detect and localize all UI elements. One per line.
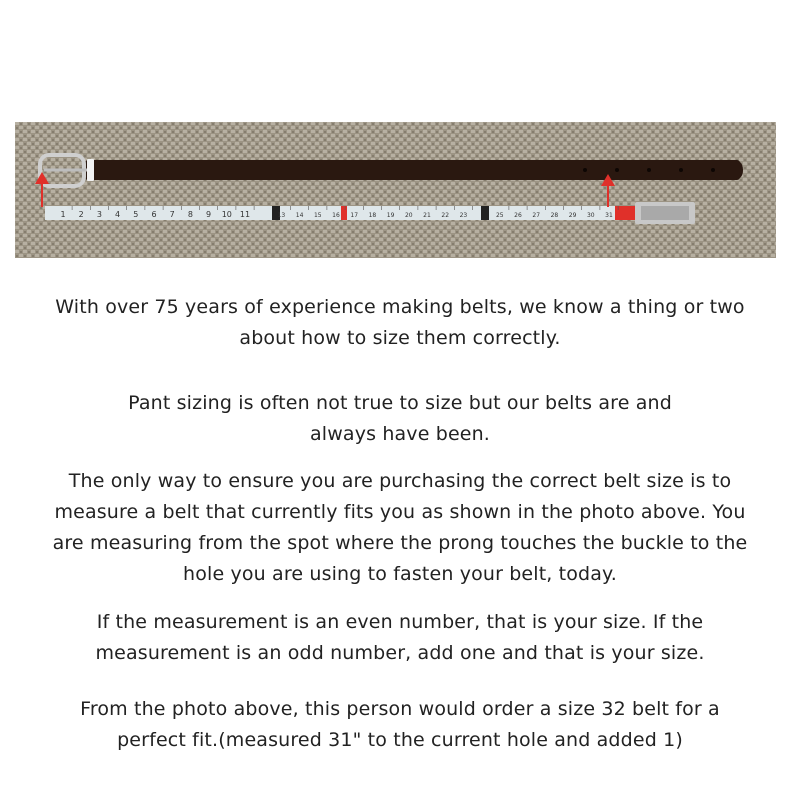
ruler-number: 19 <box>386 212 395 219</box>
ruler-number: 16 <box>332 212 340 219</box>
how-to-measure-paragraph <box>20 466 780 590</box>
ruler-number: 14 <box>295 212 304 219</box>
carpet-background <box>15 122 776 258</box>
pant-sizing-paragraph <box>20 388 780 450</box>
text-line: are measuring from the spot where the prong touches the buckle to the <box>52 532 748 554</box>
ruler-number: 20 <box>404 212 413 219</box>
text-line: hole you are using to fasten your belt, today. <box>183 563 617 585</box>
ruler-number: 18 <box>368 212 377 219</box>
intro-paragraph <box>20 292 780 354</box>
ruler-number: 25 <box>495 212 504 219</box>
ruler-number: 9 <box>206 210 212 219</box>
text-line: Pant sizing is often not true to size but our belts are and <box>128 392 672 414</box>
ruler-number: 10 <box>221 210 232 219</box>
ruler-number: 6 <box>151 210 157 219</box>
even-odd-rule-paragraph <box>20 607 780 669</box>
ruler-number: 7 <box>169 210 175 219</box>
ruler-number: 4 <box>115 210 121 219</box>
ruler-number: 2 <box>78 210 84 219</box>
ruler-number: 1 <box>60 210 66 219</box>
ruler-number: 17 <box>350 212 359 219</box>
ruler-number: 31 <box>605 212 613 219</box>
ruler-number: 27 <box>532 212 541 219</box>
belt-measurement-photo <box>15 122 776 258</box>
text-line: The only way to ensure you are purchasing the correct belt size is to <box>68 470 732 492</box>
text-line: measurement is an odd number, add one and that is your size. <box>95 642 705 664</box>
text-line: always have been. <box>309 423 491 445</box>
text-line: about how to size them correctly. <box>239 327 561 349</box>
text-line: With over 75 years of experience making belts, we know a thing or two <box>55 296 745 318</box>
text-line: If the measurement is an even number, that is your size. If the <box>96 611 704 633</box>
ruler-number: 22 <box>441 212 450 219</box>
ruler-number: 26 <box>514 212 522 219</box>
ruler-number: 28 <box>550 212 559 219</box>
text-line: From the photo above, this person would order a size 32 belt for a <box>80 698 720 720</box>
example-paragraph <box>20 694 780 756</box>
text-line: measure a belt that currently fits you as shown in the photo above. You <box>54 501 746 523</box>
ruler-number: 21 <box>423 212 431 219</box>
ruler-number: 15 <box>313 212 322 219</box>
text-line: perfect fit.(measured 31" to the current hole and added 1) <box>117 729 683 751</box>
ruler-number: 29 <box>568 212 577 219</box>
belt <box>85 159 743 181</box>
ruler-number: 23 <box>459 212 468 219</box>
ruler-number: 11 <box>239 210 251 219</box>
ruler-number: 30 <box>586 212 595 219</box>
ruler-number: 5 <box>133 210 139 219</box>
ruler-number: 8 <box>187 210 193 219</box>
ruler-number: 3 <box>96 210 102 219</box>
ruler-number: 13 <box>277 212 286 219</box>
